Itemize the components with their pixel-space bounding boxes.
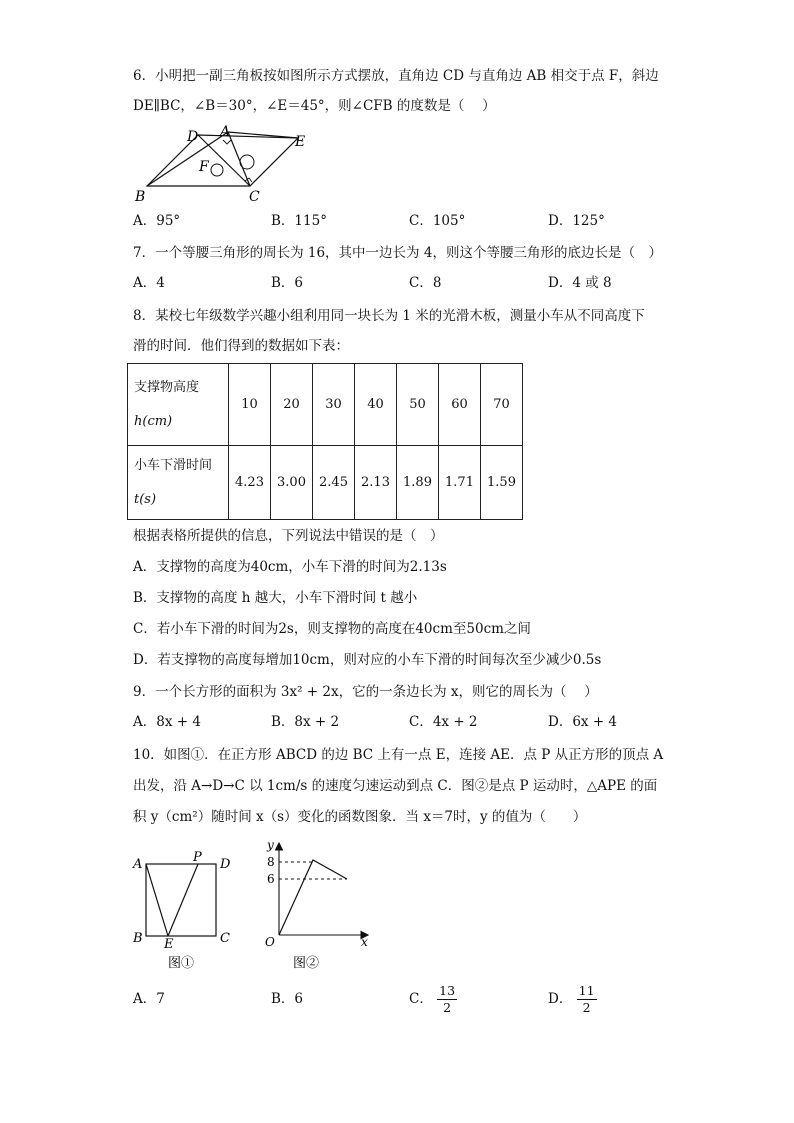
q8-cell: 1.59	[481, 446, 523, 520]
q10-option-c-denominator: 2	[443, 1000, 452, 1015]
q10-option-d	[548, 981, 597, 1017]
q9-option-d: D．6x + 4	[548, 714, 618, 730]
q10-option-a: A．7	[133, 991, 165, 1007]
q9-option-a: A．8x + 4	[133, 714, 201, 730]
q8-header-time-label: 小车下滑时间	[134, 457, 213, 473]
q10-option-d-numerator: 11	[578, 983, 595, 998]
q10-figure-1	[128, 848, 248, 973]
q10-fig1-label-a: A	[133, 857, 143, 872]
q6-label-d: D	[187, 129, 199, 145]
q9-option-b: B．8x + 2	[271, 714, 340, 730]
q10-fig1-label-d: D	[220, 857, 231, 872]
q10-option-c-prefix: C．	[409, 991, 433, 1007]
q10-fig1-caption: 图①	[168, 956, 195, 971]
q8-cell: 70	[481, 364, 523, 446]
q7-option-b: B．6	[271, 275, 304, 291]
q8-cell: 10	[229, 364, 271, 446]
q10-fig1-label-e: E	[164, 937, 174, 952]
q9-text: 9．一个长方形的面积为 3x² + 2x，它的一条边长为 x，则它的周长为（ ）	[133, 684, 598, 700]
q6-line1: 6．小明把一副三角板按如图所示方式摆放，直角边 CD 与直角边 AB 相交于点 F，斜边	[133, 68, 659, 84]
q10-option-d-denominator: 2	[582, 1000, 591, 1015]
q8-header-time	[128, 446, 229, 520]
q10-option-c	[409, 981, 457, 1017]
q6-line2: DE∥BC，∠B＝30°，∠E＝45°，则∠CFB 的度数是（ ）	[133, 98, 496, 114]
q6-option-c: C．105°	[409, 213, 466, 229]
q10-fig1-label-b: B	[133, 931, 143, 946]
q10-fig2-caption: 图②	[293, 956, 320, 971]
q8-cell: 30	[313, 364, 355, 446]
q6-option-a: A．95°	[133, 213, 181, 229]
q10-fig2-label-y: y	[267, 838, 274, 852]
q6-figure	[130, 125, 320, 210]
q8-cell: 20	[271, 364, 313, 446]
q6-right-angle-mark-a	[223, 140, 231, 144]
q8-cell: 2.13	[355, 446, 397, 520]
q8-line1: 8．某校七年级数学兴趣小组利用同一块长为 1 米的光滑木板，测量小车从不同高度下	[133, 308, 645, 324]
q10-fig2-label-x: x	[361, 935, 368, 949]
q10-fig2-tick-8: 8	[267, 855, 275, 869]
q6-label-a: A	[220, 125, 231, 140]
q10-option-c-fraction	[437, 983, 457, 1016]
q8-option-c: C．若小车下滑的时间为2s，则支撑物的高度在40cm至50cm之间	[133, 621, 531, 637]
q8-line2: 滑的时间．他们得到的数据如下表：	[133, 338, 349, 354]
q10-segment-ae	[146, 864, 168, 936]
q10-line2: 出发，沿 A→D→C 以 1cm/s 的速度匀速运动到点 C．图②是点 P 运动时，△APE 的面	[133, 778, 658, 794]
q10-fig2-tick-6: 6	[267, 872, 275, 886]
q8-cell: 4.23	[229, 446, 271, 520]
q10-option-d-prefix: D．	[548, 991, 573, 1007]
q8-cell: 3.00	[271, 446, 313, 520]
q6-option-d: D．125°	[548, 213, 605, 229]
q6-label-f: F	[199, 159, 209, 175]
q10-fig1-label-p: P	[193, 850, 202, 865]
q8-row-height	[128, 364, 523, 446]
q8-header-height	[128, 364, 229, 446]
q6-hole-left	[211, 164, 223, 176]
q8-question: 根据表格所提供的信息，下列说法中错误的是（ ）	[133, 528, 444, 544]
q6-option-b: B．115°	[271, 213, 327, 229]
q8-cell: 50	[397, 364, 439, 446]
q9-option-c: C．4x + 2	[409, 714, 478, 730]
q7-option-a: A．4	[133, 275, 165, 291]
q10-fig1-label-c: C	[220, 931, 230, 946]
q8-cell: 60	[439, 364, 481, 446]
q8-cell: 40	[355, 364, 397, 446]
q6-segment-ac	[228, 132, 250, 186]
q8-cell: 2.45	[313, 446, 355, 520]
q10-line3: 积 y（cm²）随时间 x（s）变化的函数图象．当 x＝7时，y 的值为（ ）	[133, 809, 587, 825]
q10-segment-ep	[168, 864, 198, 936]
q8-option-d: D．若支撑物的高度每增加10cm，则对应的小车下滑的时间每次至少减少0.5s	[133, 652, 602, 668]
q10-line1: 10．如图①．在正方形 ABCD 的边 BC 上有一点 E，连接 AE．点 P 从正方形的顶点 A	[133, 747, 664, 763]
q6-hole-right	[240, 155, 254, 169]
q8-data-table	[127, 363, 523, 520]
q10-fig2-label-o: O	[265, 935, 275, 949]
q10-function-graph	[279, 860, 347, 935]
q8-header-height-unit: h(cm)	[134, 413, 173, 429]
q7-text: 7．一个等腰三角形的周长为 16，其中一边长为 4，则这个等腰三角形的底边长是（ ）	[133, 245, 662, 261]
q10-option-d-fraction	[577, 983, 597, 1016]
q7-option-d: D．4 或 8	[548, 275, 612, 291]
q8-cell: 1.89	[397, 446, 439, 520]
q8-header-time-unit: t(s)	[134, 491, 157, 507]
q10-option-b: B．6	[271, 991, 304, 1007]
q7-option-c: C．8	[409, 275, 442, 291]
q6-trapezoid-outline	[147, 135, 298, 186]
q6-label-e: E	[295, 134, 306, 150]
q8-header-height-label: 支撑物高度	[134, 379, 200, 395]
q8-cell: 1.71	[439, 446, 481, 520]
q6-label-b: B	[135, 189, 146, 205]
q6-label-c: C	[249, 189, 260, 205]
q10-figure-2	[255, 838, 380, 973]
q10-option-c-numerator: 13	[439, 983, 456, 998]
q8-option-b: B．支撑物的高度 h 越大，小车下滑时间 t 越小	[133, 590, 418, 606]
q8-option-a: A．支撑物的高度为40cm，小车下滑的时间为2.13s	[133, 559, 447, 575]
q8-row-time	[128, 446, 523, 520]
